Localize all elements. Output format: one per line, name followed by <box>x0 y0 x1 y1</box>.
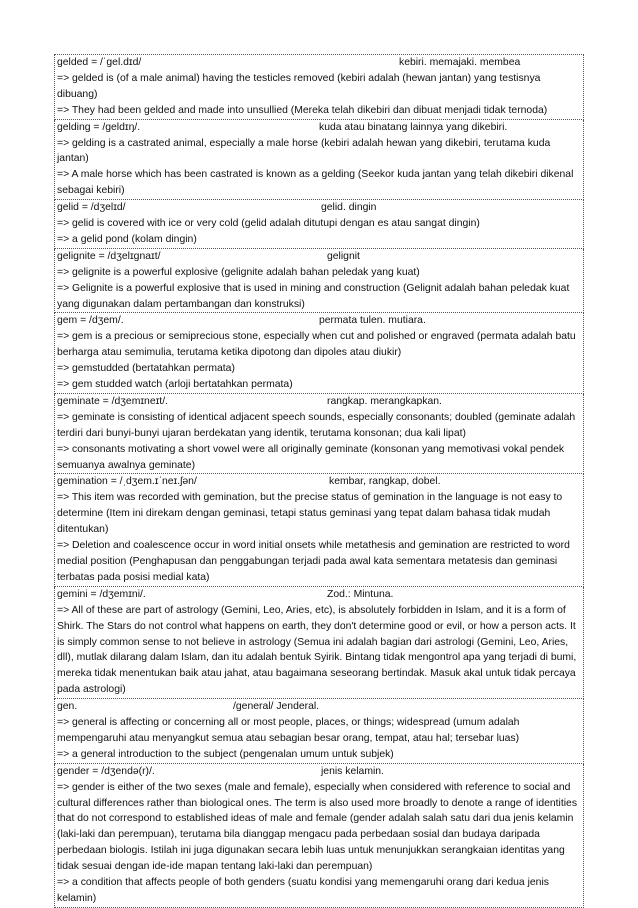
entry-term: gelid = /dʒelɪd/ <box>57 202 126 214</box>
entry-translation: /general/ Jenderal. <box>233 701 320 713</box>
entry-line: => geminate is consisting of identical adjacent speech sounds, especially consonants; doubled (geminate adalah terdiri dari bunyi-bunyi ujaran berdekatan yang identik, terutama konsonan; dua kali lipat) <box>57 411 576 439</box>
entry-term: gelded = /ˈgel.dɪd/ <box>57 57 142 68</box>
entry-line: => This item was recorded with gemination, but the precise status of gemination in the language is not easy to determine (Item ini direkam dengan geminasi, tetapi status geminasi yang tepat dalam bahasa tidak mudah ditentukan) <box>57 492 563 536</box>
entry-line: => gelded is (of a male animal) having the testicles removed (kebiri adalah (hewan jantan) yang testisnya dibuang) <box>57 72 541 100</box>
entry-line: => gender is either of the two sexes (male and female), especially when considered with reference to social and cultural differences rather than biological ones. The term is also used more broadly to denote a range of identities that do not correspond to established ideas of male and female (gender adalah salah satu dari dua jenis kelamin (laki-laki dan perempuan), terutama bila dianggap mengacu pada perbedaan sosial dan budaya daripada perbedaan biologis. Istilah ini juga digunakan secara lebih luas untuk menunjukkan serangkaian identitas yang tidak sesuai dengan ide-ide mapan tentang laki-laki dan perempuan) <box>57 781 578 873</box>
entry-head <box>57 474 581 490</box>
entry-line: => a general introduction to the subject (pengenalan umum untuk subjek) <box>57 748 394 760</box>
entry-term: gemination = /ˌdʒem.ɪˈneɪ.ʃən/ <box>57 476 197 488</box>
entry-gem <box>54 313 584 394</box>
entry-translation: kembar, rangkap, dobel. <box>329 476 441 488</box>
entry-translation: kuda atau binatang lainnya yang dikebiri. <box>319 121 508 133</box>
entry-gelid <box>54 200 584 249</box>
entry-line: => gelignite is a powerful explosive (gelignite adalah bahan peledak yang kuat) <box>57 266 420 278</box>
entry-translation: permata tulen. mutiara. <box>319 315 426 327</box>
entry-geminate <box>54 394 584 475</box>
entry-line: => a gelid pond (kolam dingin) <box>57 233 197 245</box>
entry-gen <box>54 699 584 764</box>
entry-line: => Deletion and coalescence occur in word initial onsets while metathesis and gemination are restricted to word medial position (Penghapusan dan penggabungan terjadi pada awal kata sementara metatesis dan geminasi terbatas pada posisi medial kata) <box>57 540 570 583</box>
entry-line: => They had been gelded and made into unsullied (Mereka telah dikebiri dan dibuat menjadi tidak ternoda) <box>57 104 548 116</box>
entry-gelding <box>54 120 584 201</box>
entry-line: => a condition that affects people of both genders (suatu kondisi yang memengaruhi orang dari kedua jenis kelamin) <box>57 877 549 904</box>
entry-gelded <box>54 54 584 120</box>
entry-translation: gelid. dingin <box>321 202 377 214</box>
entry-term: geminate = /dʒemɪneɪt/. <box>57 395 168 407</box>
entry-line: => gem studded watch (arloji bertatahkan permata) <box>57 379 293 391</box>
entry-line: => A male horse which has been castrated is known as a gelding (Seekor kuda jantan yang telah dikebiri dikenal sebagai kebiri) <box>57 169 574 197</box>
entry-term: gelignite = /dʒelɪgnaɪt/ <box>57 250 161 262</box>
entry-line: => general is affecting or concerning all or most people, places, or things; widespread (umum adalah mempengaruhi atau menyangkut semua atau sebagian besar orang, tempat, atau hal; tersebar luas) <box>57 717 520 744</box>
entry-term: gender = /dʒendə(r)/. <box>57 765 155 777</box>
entry-head <box>57 120 581 136</box>
dictionary-page <box>54 54 584 908</box>
entry-gemination <box>54 474 584 586</box>
entry-head <box>57 200 581 216</box>
entry-line: => consonants motivating a short vowel were all originally geminate (konsonan yang memotivasi vokal pendek semuanya awalnya geminate) <box>57 443 565 471</box>
entry-translation: rangkap. merangkapkan. <box>327 395 442 407</box>
entry-head <box>57 55 581 71</box>
entry-translation: Zod.: Mintuna. <box>327 588 394 600</box>
entry-gemini <box>54 587 584 699</box>
entry-line: => gem is a precious or semiprecious stone, especially when cut and polished or engraved (permata adalah batu berharga atau semimulia, terutama ketika dipotong dan dipoles atau diukir) <box>57 331 576 359</box>
entry-term: gelding = /geldɪŋ/. <box>57 121 141 133</box>
entry-gelignite <box>54 249 584 314</box>
entry-line: => All of these are part of astrology (Gemini, Leo, Aries, etc), is absolutely forbidden in Islam, and it is a form of Shirk. The Stars do not control what happens on earth, they don't determine good or evil, or how a person acts. It is simply common sense to not believe in astrology (Semua ini adalah bagian dari astrologi (Gemini, Leo, Aries, dll), mutlak dilarang dalam Islam, dan itu adalah bentuk Syirik. Bintang tidak mengontrol apa yang terjadi di bumi, mereka tidak menentukan baik atau jahat, atau bagaimana seseorang bertindak. Masuk akal untuk tidak percaya pada astrologi) <box>57 604 577 696</box>
entry-term: gem = /dʒem/. <box>57 315 124 327</box>
entry-head <box>57 587 581 603</box>
entry-line: => Gelignite is a powerful explosive that is used in mining and construction (Gelignit adalah bahan peledak kuat yang digunakan dalam pertambangan dan konstruksi) <box>57 282 570 310</box>
entry-head <box>57 699 581 715</box>
entry-head <box>57 313 581 329</box>
entry-line: => gelid is covered with ice or very cold (gelid adalah ditutupi dengan es atau sangat dingin) <box>57 218 480 230</box>
entry-head <box>57 249 581 265</box>
entry-translation: gelignit <box>327 250 360 262</box>
entry-term: gemini = /dʒemɪni/. <box>57 588 146 600</box>
entry-head <box>57 764 581 780</box>
entry-head <box>57 394 581 410</box>
entry-line: => gelding is a castrated animal, especially a male horse (kebiri adalah hewan yang dikebiri, terutama kuda jantan) <box>57 137 551 165</box>
entry-translation: jenis kelamin. <box>321 765 384 777</box>
entry-term: gen. <box>57 701 78 713</box>
entry-line: => gemstudded (bertatahkan permata) <box>57 363 235 375</box>
entry-gender <box>54 764 584 908</box>
entry-translation: kebiri. memajaki. membea <box>399 57 521 68</box>
